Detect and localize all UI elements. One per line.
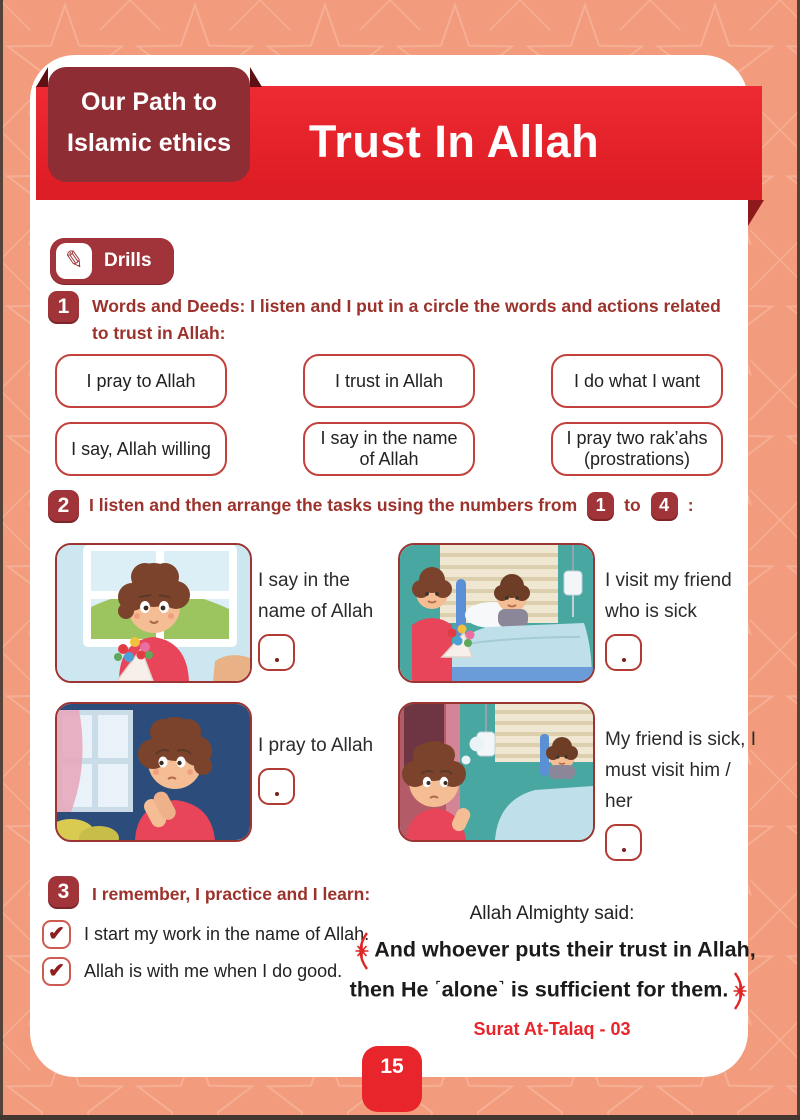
quote-line2: then He ˹alone˺ is sufficient for them. — [349, 977, 729, 1002]
checkmark-icon: ✔ — [48, 959, 65, 982]
exercise2-connector: to — [624, 495, 641, 515]
dot-icon — [622, 658, 626, 662]
option-pill[interactable]: I pray to Allah — [55, 354, 227, 408]
drills-label: Drills — [104, 250, 152, 271]
boy-thinking-scene-icon — [400, 704, 593, 840]
task2-caption-line1: I visit my friend — [605, 570, 732, 591]
series-line1: Our Path to — [80, 88, 218, 116]
checkbox-checked[interactable] — [42, 920, 71, 949]
checklist-item — [42, 957, 342, 986]
task3-illustration — [55, 702, 252, 842]
exercise3-number-badge — [48, 876, 79, 907]
series-line2: Islamic ethics — [67, 129, 231, 157]
page-number-tab — [362, 1046, 422, 1112]
task4-caption-line1: My friend is sick, I — [605, 729, 756, 750]
exercise1-prompt-line1: Words and Deeds: I listen and I put in a circle the words and actions related — [92, 296, 721, 316]
exercise2-suffix: : — [687, 495, 694, 515]
exercise1-prompt — [92, 293, 732, 347]
checkmark-icon: ✔ — [48, 922, 65, 945]
task2-illustration — [398, 543, 595, 683]
exercise1-number: 1 — [57, 294, 70, 318]
to-number-badge: 4 — [651, 492, 678, 519]
series-badge — [48, 67, 250, 182]
exercise3-heading: I remember, I practice and I learn: — [92, 884, 371, 904]
quote-closing-ornament-icon — [732, 971, 750, 1011]
badge-fold-left-icon — [36, 67, 48, 87]
boy-with-flowers-scene-icon — [57, 545, 250, 681]
task2-caption — [605, 565, 755, 671]
quran-quote-block — [338, 903, 766, 1040]
option-pill[interactable]: I say, Allah willing — [55, 422, 227, 476]
exercise2-prompt — [48, 490, 694, 521]
dot-icon — [275, 792, 279, 796]
exercise3-number: 3 — [57, 879, 70, 903]
task3-answer-box[interactable] — [258, 768, 295, 805]
task1-answer-box[interactable] — [258, 634, 295, 671]
task4-illustration — [398, 702, 595, 842]
hospital-visit-scene-icon — [400, 545, 593, 681]
task4-caption-line2: must visit him / her — [605, 760, 731, 812]
page-edge-bottom — [0, 1115, 800, 1120]
quote-line2-row — [338, 971, 766, 1011]
dot-icon — [275, 658, 279, 662]
pencil-icon: ✎ — [56, 243, 92, 279]
task4-caption — [605, 724, 763, 861]
task4-answer-box[interactable] — [605, 824, 642, 861]
exercise1-options — [55, 354, 723, 476]
quote-line1-row — [338, 931, 766, 971]
quote-opening-ornament-icon — [352, 931, 370, 971]
banner-fold-icon — [748, 200, 764, 226]
drills-button — [50, 238, 174, 284]
checklist-label: I start my work in the name of Allah. — [84, 924, 370, 944]
option-pill[interactable]: I do what I want — [551, 354, 723, 408]
task1-caption — [258, 565, 393, 671]
quote-intro: Allah Almighty said: — [469, 903, 635, 924]
option-pill[interactable]: I trust in Allah — [303, 354, 475, 408]
task3-caption-line1: I pray to Allah — [258, 735, 374, 756]
page-number: 15 — [380, 1055, 404, 1078]
checklist-label: Allah is with me when I do good. — [84, 961, 343, 981]
exercise1-prompt-line2: to trust in Allah: — [92, 323, 226, 343]
task2-answer-box[interactable] — [605, 634, 642, 671]
boy-praying-scene-icon — [57, 704, 250, 840]
page-title: Trust In Allah — [308, 115, 600, 167]
checkbox-checked[interactable] — [42, 957, 71, 986]
task1-caption-line2: name of Allah — [258, 601, 374, 622]
option-pill[interactable]: I say in the name of Allah — [303, 422, 475, 476]
badge-fold-right-icon — [250, 67, 262, 87]
exercise1-number-badge — [48, 291, 79, 322]
task3-caption — [258, 730, 408, 805]
task1-caption-line1: I say in the — [258, 570, 350, 591]
dot-icon — [622, 848, 626, 852]
quote-line1: And whoever puts their trust in Allah, — [374, 937, 756, 962]
task2-caption-line2: who is sick — [605, 601, 697, 622]
option-pill[interactable]: I pray two rak’ahs (prostrations) — [551, 422, 723, 476]
from-number-badge: 1 — [587, 492, 614, 519]
quote-source: Surat At-Talaq - 03 — [473, 1019, 631, 1039]
page-edge-left — [0, 0, 3, 1120]
exercise2-prompt-text: I listen and then arrange the tasks using the numbers from — [89, 495, 578, 515]
exercise2-number: 2 — [57, 493, 70, 517]
exercise2-number-badge — [48, 490, 79, 521]
task1-illustration — [55, 543, 252, 683]
checklist-item — [42, 920, 369, 949]
